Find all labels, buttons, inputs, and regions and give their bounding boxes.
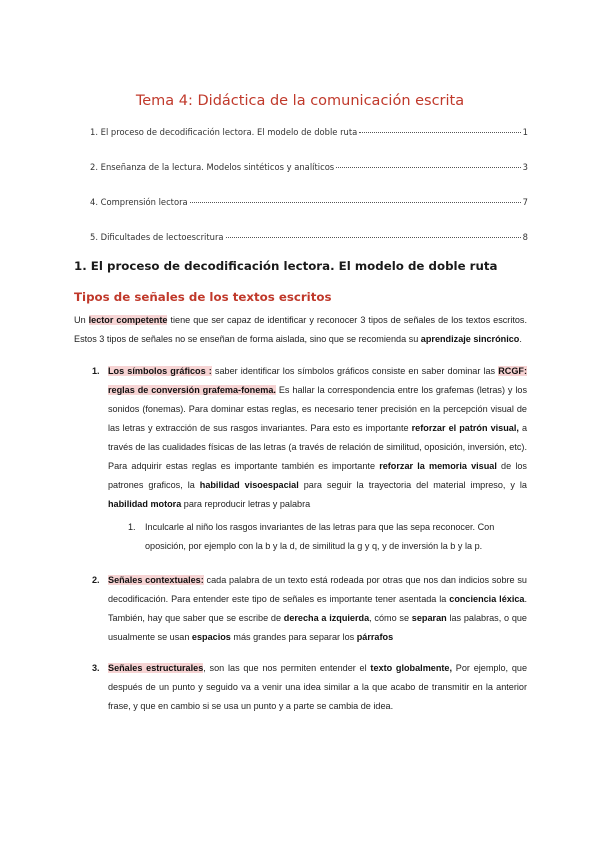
item-text: de los patrones graficos, la xyxy=(108,461,527,490)
intro-text: . xyxy=(519,334,522,344)
toc-page-number: 8 xyxy=(522,232,528,242)
list-number: 3. xyxy=(92,663,100,673)
bold-habilidad-motora: habilidad motora xyxy=(108,499,182,509)
toc-entry-3[interactable] xyxy=(90,197,528,207)
item-text: para reproducir letras y palabra xyxy=(181,499,311,509)
intro-paragraph xyxy=(74,311,527,349)
bold-habilidad-visoespacial: habilidad visoespacial xyxy=(199,480,299,490)
intro-text: Un xyxy=(74,315,89,325)
bold-memoria-visual: reforzar la memoria visual xyxy=(379,461,497,471)
highlight-simbolos-graficos: Los símbolos gráficos : xyxy=(108,366,212,376)
bold-texto-globalmente: texto globalmente, xyxy=(370,663,453,673)
toc-entry-text: 1. El proceso de decodificación lectora. El modelo de doble ruta xyxy=(90,127,358,137)
toc-leader xyxy=(359,132,520,133)
sub-list-number: 1. xyxy=(128,522,136,532)
item-text: Por ejemplo, que después de un punto y seguido va a venir una idea similar a la que acabo de transmitir en la anterior frase, y que en cambio si se usa un punto y a parte se cambia de idea. xyxy=(108,663,528,711)
item-text: , cómo se xyxy=(369,613,412,623)
list-number: 1. xyxy=(92,366,100,376)
toc-entry-text: 4. Comprensión lectora xyxy=(90,197,188,207)
list-item-senales-contextuales xyxy=(108,571,527,647)
bold-parrafos: párrafos xyxy=(356,632,394,642)
list-item-simbolos-graficos xyxy=(108,362,527,514)
list-number: 2. xyxy=(92,575,100,585)
item-text: cada palabra de un texto está rodeada por otras que nos dan indicios sobre su decodificación. Para entender este tipo de señales es importante tener asentada la xyxy=(108,575,527,604)
toc-page-number: 1 xyxy=(522,127,528,137)
item-text: las palabras, o que usualmente se usan xyxy=(108,613,527,642)
toc-leader xyxy=(226,237,521,238)
bold-patron-visual: reforzar el patrón visual, xyxy=(411,423,519,433)
section-heading: 1. El proceso de decodificación lectora. El modelo de doble ruta xyxy=(74,259,498,273)
bold-aprendizaje-sincronico: aprendizaje sincrónico xyxy=(420,334,520,344)
bold-separan: separan xyxy=(411,613,447,623)
item-text: , son las que nos permiten entender el xyxy=(203,663,371,673)
toc-leader xyxy=(336,167,520,168)
document-title: Tema 4: Didáctica de la comunicación escrita xyxy=(135,93,465,109)
item-text: más grandes para separar los xyxy=(230,632,357,642)
intro-text: tiene que ser capaz de identificar y reconocer 3 tipos de señales de los textos escritos. Estos 3 tipos de señales no se enseñan de forma aislada, sino que se recomienda su xyxy=(74,315,527,344)
bold-derecha-izquierda: derecha a izquierda xyxy=(283,613,370,623)
item-text: a través de las cualidades físicas de las letras (a través de relación de similitud, oposición, inversión, etc). Para adquirir estas reglas es importante también es importante xyxy=(108,423,527,471)
item-text: Es hallar la correspondencia entre los grafemas (letras) y los sonidos (fonemas). Para dominar estas reglas, es necesario tener precisión en la percepción visual de las letras y extracción de sus rasgos invariantes. Para esto es importante xyxy=(108,385,527,433)
list-item-senales-estructurales xyxy=(108,659,527,716)
toc-entry-1[interactable] xyxy=(90,127,528,137)
toc-page-number: 7 xyxy=(522,197,528,207)
toc-entry-text: 5. Dificultades de lectoescritura xyxy=(90,232,224,242)
toc-entry-2[interactable] xyxy=(90,162,528,172)
toc-leader xyxy=(190,202,521,203)
highlight-senales-contextuales: Señales contextuales: xyxy=(108,575,204,585)
toc-entry-text: 2. Enseñanza de la lectura. Modelos sintéticos y analíticos xyxy=(90,162,335,172)
item-text: saber identificar los símbolos gráficos consiste en saber dominar las xyxy=(211,366,499,376)
item-text: para seguir la trayectoria del material impreso, y la xyxy=(298,480,527,490)
toc-page-number: 3 xyxy=(522,162,528,172)
highlight-senales-estructurales: Señales estructurales xyxy=(108,663,204,673)
highlight-rcgf: RCGF: reglas de conversión grafema-fonema. xyxy=(108,366,527,395)
highlight-lector-competente: lector competente xyxy=(88,315,168,325)
toc-entry-4[interactable] xyxy=(90,232,528,242)
item-text: . También, hay que saber que se escribe de xyxy=(108,594,527,623)
bold-espacios: espacios xyxy=(191,632,231,642)
sub-heading: Tipos de señales de los textos escritos xyxy=(74,290,332,304)
bold-conciencia-lexica: conciencia léxica xyxy=(449,594,525,604)
sub-list-item: Inculcarle al niño los rasgos invariantes de las letras para que las sepa reconocer. Con oposición, por ejemplo con la b y la d, de similitud la g y q, y de inversión la b y la p. xyxy=(145,522,495,551)
